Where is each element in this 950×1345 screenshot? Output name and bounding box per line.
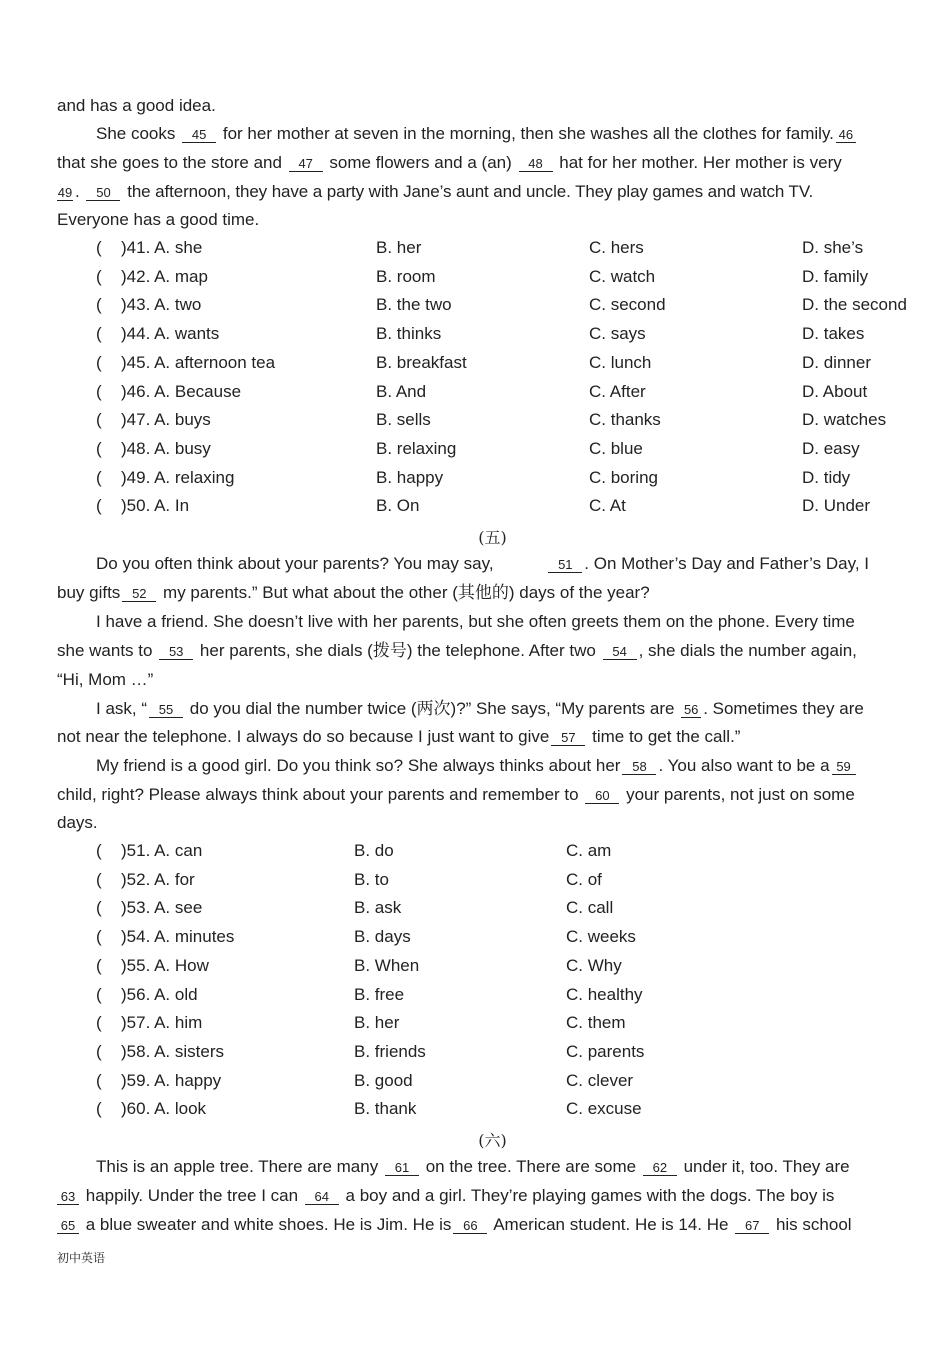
text-line (57, 1214, 852, 1236)
text: Everyone has a good time. (57, 210, 260, 229)
text: child, right? Please always think about your parents and remember to (57, 785, 579, 804)
text: she wants to (57, 641, 153, 660)
text-line (57, 726, 740, 748)
option-b[interactable]: B. good (354, 1070, 413, 1090)
option-a[interactable]: )49. A. relaxing (121, 467, 235, 487)
answer-paren[interactable]: ( (96, 238, 102, 257)
option-b[interactable]: B. do (354, 841, 394, 860)
answer-paren[interactable]: ( (96, 955, 102, 975)
blank-48[interactable]: 48 (519, 156, 553, 172)
text-line (96, 611, 855, 633)
option-b[interactable]: B. ask (354, 898, 402, 918)
option-b[interactable]: B. friends (354, 1041, 426, 1061)
option-d[interactable]: D. easy (802, 438, 860, 458)
option-d[interactable]: D. Under (802, 496, 871, 516)
text-line (57, 582, 650, 604)
text: some flowers and a (an) (329, 153, 512, 172)
text: She cooks (96, 124, 176, 143)
blank-49[interactable]: 49 (57, 185, 73, 200)
answer-paren[interactable]: ( (96, 869, 102, 889)
answer-paren[interactable]: ( (96, 1070, 102, 1090)
option-c[interactable]: C. of (566, 869, 602, 889)
option-c[interactable]: C. At (589, 496, 626, 516)
option-d[interactable]: D. family (802, 266, 869, 286)
blank-55[interactable]: 55 (149, 702, 183, 718)
option-d[interactable]: D. watches (802, 410, 887, 430)
blank-45[interactable]: 45 (182, 127, 216, 143)
option-c[interactable]: C. thanks (589, 410, 661, 430)
text-line (57, 209, 259, 231)
text-line (57, 1185, 834, 1207)
option-d[interactable]: D. About (802, 381, 868, 401)
answer-paren[interactable]: ( (96, 984, 102, 1004)
option-c[interactable]: C. Why (566, 955, 622, 975)
blank-53[interactable]: 53 (159, 644, 193, 660)
text: My friend is a good girl. Do you think so? She always thinks about her (96, 756, 621, 775)
text: . (75, 182, 80, 201)
option-a[interactable]: )59. A. happy (121, 1070, 222, 1090)
text: American student. He is 14. He (493, 1215, 729, 1234)
option-c[interactable]: C. parents (566, 1041, 645, 1061)
option-c[interactable]: C. lunch (589, 352, 652, 372)
option-a[interactable]: )53. A. see (121, 898, 203, 918)
option-c[interactable]: C. hers (589, 238, 644, 257)
option-c[interactable]: C. blue (589, 438, 643, 458)
option-c[interactable]: C. call (566, 898, 614, 918)
option-a[interactable]: )48. A. busy (121, 438, 211, 458)
option-b[interactable]: B. her (376, 238, 422, 257)
answer-paren[interactable]: ( (96, 927, 102, 947)
answer-paren[interactable]: ( (96, 1041, 102, 1061)
answer-paren[interactable]: ( (96, 1013, 102, 1033)
option-b[interactable]: B. happy (376, 467, 444, 487)
option-c[interactable]: C. says (589, 324, 646, 344)
blank-65[interactable]: 65 (57, 1218, 79, 1234)
answer-paren[interactable]: ( (96, 841, 102, 860)
text: his school (775, 1215, 852, 1234)
text: . Sometimes they are (703, 699, 864, 718)
text: I ask, “ (96, 699, 148, 718)
option-d[interactable]: D. takes (802, 324, 865, 344)
option-c[interactable]: C. weeks (566, 927, 636, 947)
text: for her mother at seven in the morning, then she washes all the clothes for family. (222, 124, 834, 143)
text: under it, too. They are (683, 1157, 850, 1176)
option-c[interactable]: C. second (589, 295, 666, 315)
option-a[interactable]: )44. A. wants (121, 324, 220, 344)
option-c[interactable]: C. clever (566, 1070, 634, 1090)
blank-58[interactable]: 58 (622, 759, 656, 775)
text: buy gifts (57, 583, 121, 602)
option-b[interactable]: B. When (354, 955, 420, 975)
text-line (57, 152, 842, 174)
text-line (57, 181, 813, 203)
text: time to get the call.” (592, 727, 741, 746)
option-a[interactable]: )58. A. sisters (121, 1041, 224, 1061)
option-d[interactable]: D. the second (802, 295, 907, 315)
text: on the tree. There are some (425, 1157, 637, 1176)
option-a[interactable]: )41. A. she (121, 238, 203, 257)
option-a[interactable]: )46. A. Because (121, 381, 242, 401)
text: that she goes to the store and (57, 153, 282, 172)
option-a[interactable]: )51. A. can (121, 841, 203, 860)
option-a[interactable]: )54. A. minutes (121, 927, 235, 947)
blank-51[interactable]: 51 (548, 557, 582, 573)
text-line (57, 95, 216, 117)
option-b[interactable]: B. the two (376, 295, 452, 315)
text: . You also want to be a (658, 756, 830, 775)
text: This is an apple tree. There are many (96, 1157, 379, 1176)
blank-63[interactable]: 63 (57, 1189, 79, 1205)
answer-paren[interactable]: ( (96, 381, 102, 401)
blank-52[interactable]: 52 (122, 586, 156, 602)
answer-paren[interactable]: ( (96, 898, 102, 918)
option-b[interactable]: B. And (376, 381, 427, 401)
answer-paren[interactable]: ( (96, 324, 102, 344)
option-d[interactable]: D. dinner (802, 352, 871, 372)
option-c[interactable]: C. watch (589, 266, 656, 286)
text: not near the telephone. I always do so because I just want to give (57, 727, 550, 746)
option-c[interactable]: C. After (589, 381, 646, 401)
blank-67[interactable]: 67 (735, 1218, 769, 1234)
blank-59[interactable]: 59 (832, 759, 856, 775)
option-b[interactable]: B. relaxing (376, 438, 457, 458)
answer-paren[interactable]: ( (96, 467, 102, 487)
blank-54[interactable]: 54 (603, 644, 637, 660)
option-a[interactable]: )42. A. map (121, 266, 208, 286)
option-b[interactable]: B. breakfast (376, 352, 467, 372)
blank-60[interactable]: 60 (585, 788, 619, 804)
text: days. (57, 813, 98, 832)
option-b[interactable]: B. her (354, 1013, 400, 1033)
text: do you dial the number twice (两次)?” She says, “My parents are (189, 699, 675, 718)
text: her parents, she dials (拨号) the telephone. After two (199, 641, 596, 660)
option-b[interactable]: B. thank (354, 1099, 417, 1119)
footer-label: 初中英语 (57, 1251, 106, 1265)
option-a[interactable]: )50. A. In (121, 496, 190, 516)
option-a[interactable]: )57. A. him (121, 1013, 203, 1033)
section-heading: (六) (478, 1131, 507, 1150)
text: “Hi, Mom …” (57, 670, 154, 689)
text: . On Mother’s Day and Father’s Day, I (584, 554, 870, 573)
option-a[interactable]: )60. A. look (121, 1099, 207, 1119)
option-c[interactable]: C. am (566, 841, 612, 860)
option-a[interactable]: )47. A. buys (121, 410, 211, 430)
blank-50[interactable]: 50 (86, 185, 120, 201)
text-line (96, 1156, 850, 1178)
option-c[interactable]: C. boring (589, 467, 658, 487)
text-line (96, 698, 864, 720)
text: Do you often think about your parents? You may say, (96, 554, 494, 573)
option-a[interactable]: )45. A. afternoon tea (121, 352, 276, 372)
blank-57[interactable]: 57 (551, 730, 585, 746)
option-b[interactable]: B. room (376, 266, 436, 286)
option-b[interactable]: B. days (354, 927, 411, 947)
text-line (96, 553, 869, 575)
blank-56[interactable]: 56 (681, 702, 701, 718)
section-heading: (五) (478, 528, 507, 547)
option-c[interactable]: C. healthy (566, 984, 643, 1004)
text-line (57, 784, 855, 806)
blank-61[interactable]: 61 (385, 1160, 419, 1176)
text: I have a friend. She doesn’t live with her parents, but she often greets them on the phone. Every time (96, 612, 855, 631)
text-line (57, 812, 98, 834)
text: happily. Under the tree I can (85, 1186, 299, 1205)
option-a[interactable]: )52. A. for (121, 869, 195, 889)
text-line (96, 755, 858, 777)
text: my parents.” But what about the other (其他的) days of the year? (163, 583, 650, 602)
text: a blue sweater and white shoes. He is Jim. He is (85, 1215, 452, 1234)
option-d[interactable]: D. tidy (802, 467, 851, 487)
option-d[interactable]: D. she’s (802, 238, 864, 257)
option-a[interactable]: )43. A. two (121, 295, 202, 315)
text: hat for her mother. Her mother is very (559, 153, 842, 172)
text-line (57, 640, 857, 662)
option-a[interactable]: )56. A. old (121, 984, 198, 1004)
answer-paren[interactable]: ( (96, 352, 102, 372)
option-b[interactable]: B. to (354, 869, 389, 889)
text: your parents, not just on some (626, 785, 855, 804)
blank-62[interactable]: 62 (643, 1160, 677, 1176)
option-b[interactable]: B. On (376, 496, 420, 516)
text: and has a good idea. (57, 96, 216, 115)
text: , she dials the number again, (638, 641, 857, 660)
blank-46[interactable]: 46 (836, 127, 856, 143)
text: the afternoon, they have a party with Jane’s aunt and uncle. They play games and watch TV. (127, 182, 814, 201)
text-line (57, 669, 153, 691)
option-b[interactable]: B. free (354, 984, 405, 1004)
option-b[interactable]: B. sells (376, 410, 431, 430)
blank-47[interactable]: 47 (289, 156, 323, 172)
answer-paren[interactable]: ( (96, 266, 102, 286)
option-b[interactable]: B. thinks (376, 324, 442, 344)
answer-paren[interactable]: ( (96, 496, 102, 516)
text-line (96, 123, 858, 145)
answer-paren[interactable]: ( (96, 1099, 102, 1119)
option-a[interactable]: )55. A. How (121, 955, 209, 975)
blank-66[interactable]: 66 (453, 1218, 487, 1234)
answer-paren[interactable]: ( (96, 410, 102, 430)
option-c[interactable]: C. them (566, 1013, 626, 1033)
answer-paren[interactable]: ( (96, 295, 102, 315)
answer-paren[interactable]: ( (96, 438, 102, 458)
text: a boy and a girl. They’re playing games with the dogs. The boy is (345, 1186, 835, 1205)
option-c[interactable]: C. excuse (566, 1099, 642, 1119)
blank-64[interactable]: 64 (305, 1189, 339, 1205)
